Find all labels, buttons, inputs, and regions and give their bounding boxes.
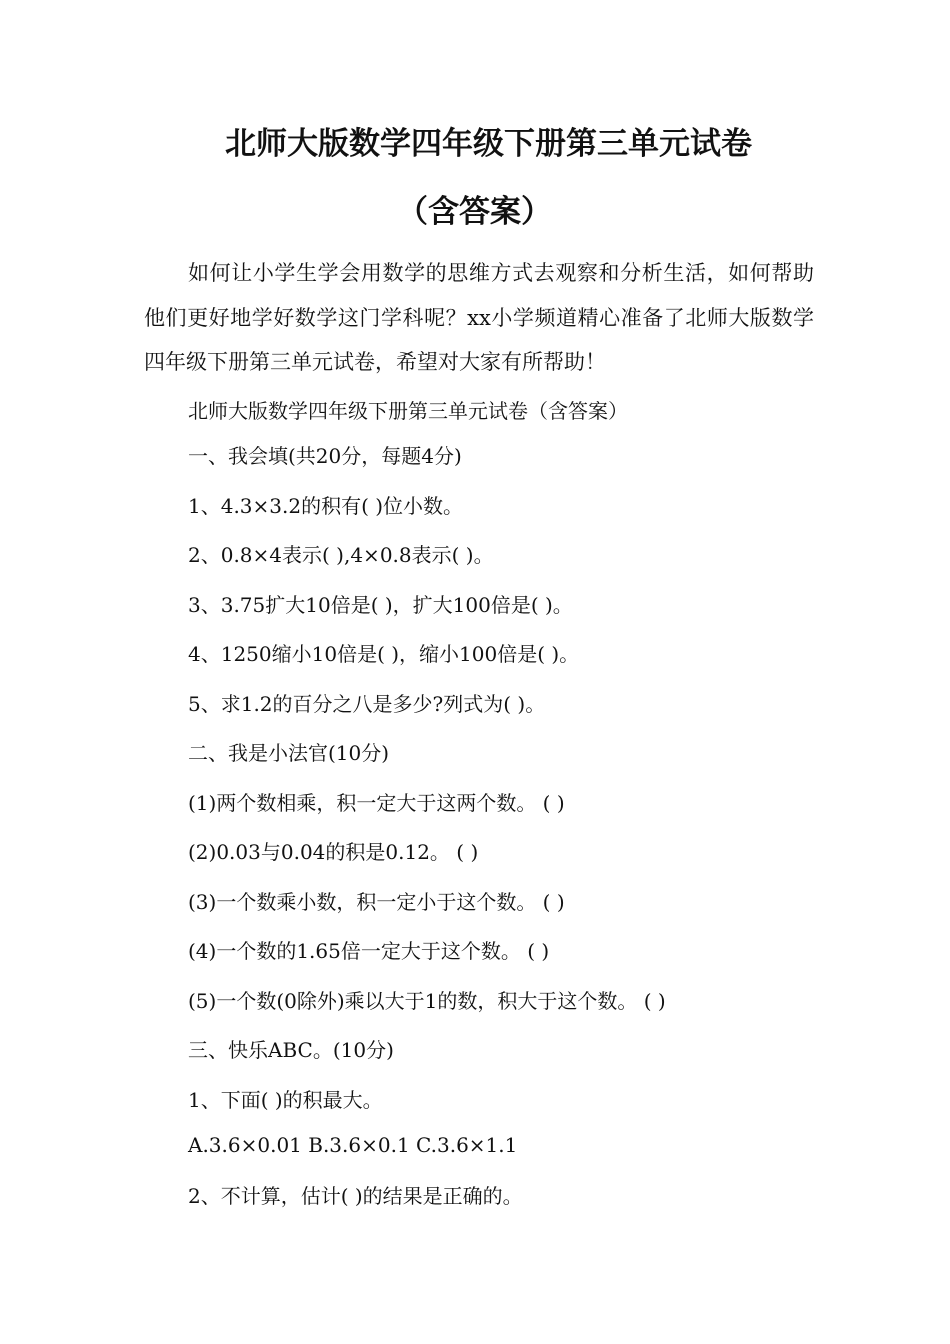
question-line: (2)0.03与0.04的积是0.12。 ( )	[188, 840, 479, 864]
repeated-title-line: 北师大版数学四年级下册第三单元试卷（含答案）	[188, 399, 628, 423]
question-line: 4、1250缩小10倍是( )，缩小100倍是( )。	[188, 642, 580, 666]
question-line: (3)一个数乘小数，积一定小于这个数。 ( )	[188, 890, 565, 914]
answer-options-line: A.3.6×0.01 B.3.6×0.1 C.3.6×1.1	[188, 1133, 518, 1157]
question-line: 1、4.3×3.2的积有( )位小数。	[188, 494, 464, 518]
question-line: (1)两个数相乘，积一定大于这两个数。 ( )	[188, 791, 565, 815]
question-line: (5)一个数(0除外)乘以大于1的数，积大于这个数。 ( )	[188, 989, 666, 1013]
question-line: 2、0.8×4表示( ),4×0.8表示( )。	[188, 543, 494, 567]
document-title: 北师大版数学四年级下册第三单元试卷	[225, 126, 752, 162]
section-heading-1: 一、我会填(共20分，每题4分)	[188, 444, 462, 468]
question-line: 2、不计算，估计( )的结果是正确的。	[188, 1184, 523, 1208]
question-line: (4)一个数的1.65倍一定大于这个数。 ( )	[188, 939, 550, 963]
question-line: 1、下面( )的积最大。	[188, 1088, 383, 1112]
intro-paragraph: 如何让小学生学会用数学的思维方式去观察和分析生活，如何帮助他们更好地学好数学这门学科呢？xx小学频道精心准备了北师大版数学四年级下册第三单元试卷，希望对大家有所帮助！	[144, 261, 814, 374]
question-line: 3、3.75扩大10倍是( )，扩大100倍是( )。	[188, 593, 573, 617]
section-heading-3: 三、快乐ABC。(10分)	[188, 1038, 394, 1062]
question-line: 5、求1.2的百分之八是多少?列式为( )。	[188, 692, 546, 716]
document-title-subtitle: （含答案）	[397, 194, 552, 230]
section-heading-2: 二、我是小法官(10分)	[188, 741, 390, 765]
